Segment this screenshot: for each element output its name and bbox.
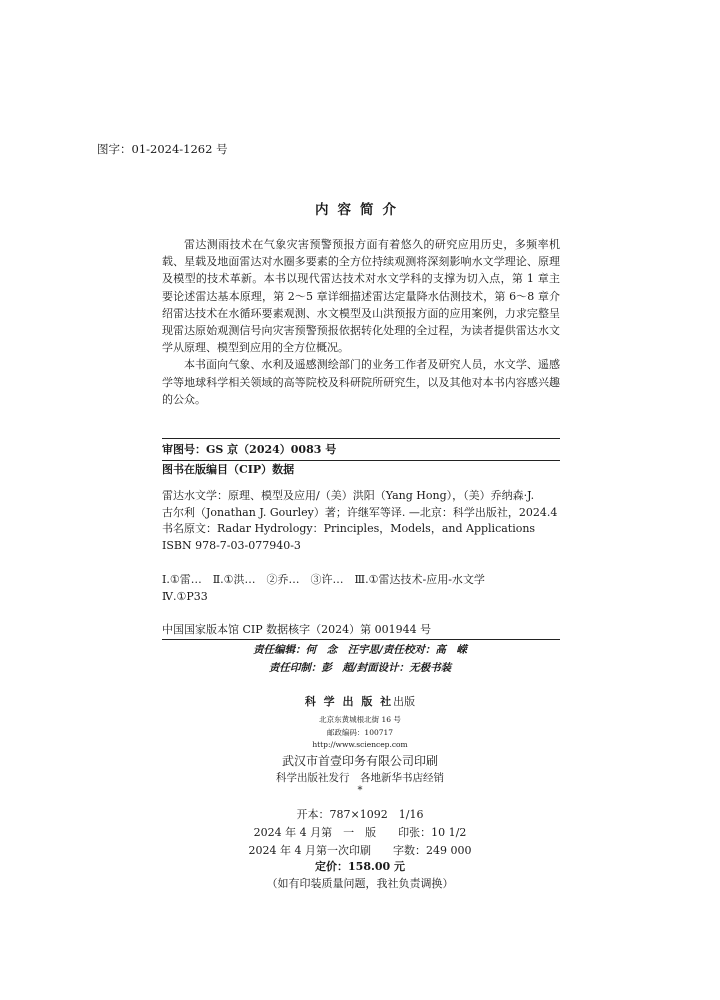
divider-bottom [162, 639, 560, 640]
printer: 武汉市首壹印务有限公司印刷 [281, 754, 438, 768]
price: 定价：158.00 元 [315, 860, 405, 873]
summary-paragraph-2: 本书面向气象、水利及遥感测绘部门的业务工作者及研究人员，水文学、遥感学等地球科学相关领域的高等院校及科研院所研究生，以及其他对本书内容感兴趣的公众。 [162, 358, 560, 406]
classification-line: Ⅳ.①P33 [162, 589, 208, 603]
cip-heading: 图书在版编目（CIP）数据 [162, 463, 295, 476]
edition-spec: 2024 年 4 月第 一 版 印张：10 1/2 [253, 826, 467, 839]
divider-top [162, 438, 560, 439]
publisher-name: 科 学 出 版 社 [304, 695, 394, 708]
distribution: 科学出版社发行 各地新华书店经销 [276, 772, 444, 784]
classification-block [162, 572, 560, 605]
summary-title: 内容简介 [315, 202, 405, 218]
cip-record-number: 中国国家版本馆 CIP 数据核字（2024）第 001944 号 [162, 623, 432, 636]
summary-paragraph-1: 雷达测雨技术在气象灾害预警预报方面有着悠久的研究应用历史，多频率机载、星载及地面雷达对水圈多要素的全方位持续观测将深刻影响水文学理论、原理及模型的技术革新。本书以现代雷达技术对水文学科的支撑为切入点，第 1 章主要论述雷达基本原理，第 2～5 章详细描述雷达定量降水估测技术，第 6～8 章介绍雷达技术在水循环要素观测、水文模型及山洪预报方面的应用案例，力求完整呈现雷达原始观测信号向灾害预警预报依据转化处理的全过程，为读者提供雷达水文学从原理、模型到应用的全方位概况。 [162, 238, 560, 355]
separator-star: * [357, 785, 363, 796]
divider-middle [162, 460, 560, 461]
copyright-registration: 图字：01-2024-1262 号 [97, 142, 228, 156]
classification-line: Ⅰ.①雷… Ⅱ.①洪… ②乔… ③许… Ⅲ.①雷达技术-应用-水文学 [162, 573, 485, 586]
printing-spec: 2024 年 4 月第一次印刷 字数：249 000 [248, 844, 472, 857]
cip-block [162, 488, 560, 554]
cip-line: 书名原文：Radar Hydrology：Principles，Models，and Applications [162, 522, 536, 536]
editor-line: 责任编辑：何 念 汪宇思/责任校对：高 嵘 [253, 644, 467, 656]
publisher-postcode: 邮政编码：100717 [326, 728, 394, 737]
printing-manager-line: 责任印制：彭 超/封面设计：无极书装 [268, 662, 452, 674]
cip-line: 雷达水文学：原理、模型及应用/（美）洪阳（Yang Hong），（美）乔纳森·J. [162, 489, 535, 502]
publisher-url: http://www.sciencep.com [312, 740, 408, 749]
publisher-suffix: 出版 [393, 695, 416, 708]
quality-notice: （如有印装质量问题，我社负责调换） [266, 877, 454, 890]
publisher-line [0, 693, 720, 709]
publisher-address: 北京东黄城根北街 16 号 [319, 715, 401, 724]
cip-line: 古尔利（Jonathan J. Gourley）著；许继军等译. —北京：科学出版社，2024.4 [162, 505, 558, 519]
format-spec: 开本：787×1092 1/16 [296, 808, 424, 821]
map-approval-number: 审图号：GS 京（2024）0083 号 [162, 443, 337, 456]
cip-line: ISBN 978-7-03-077940-3 [162, 538, 301, 552]
summary-text [162, 236, 560, 408]
